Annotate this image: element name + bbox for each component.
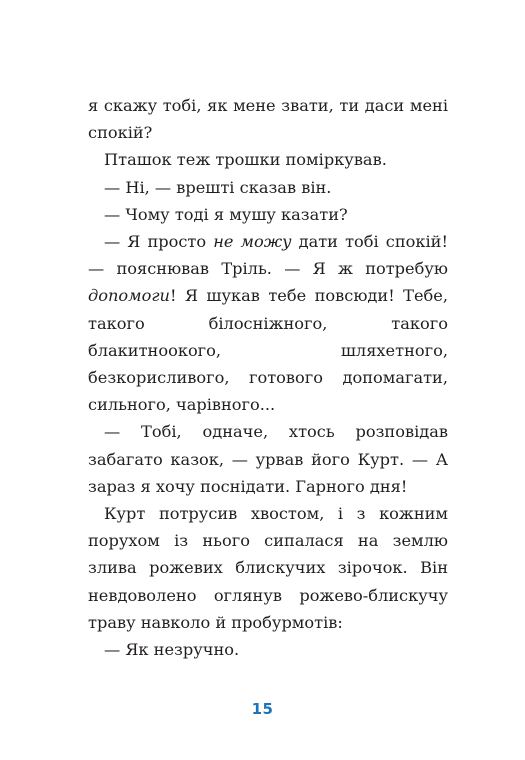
text-run: — Я просто: [104, 232, 214, 252]
paragraph: — Ні, — врешті сказав він.: [104, 177, 332, 197]
paragraph: — Тобі, одначе, хтось розповідав забагато казок, — урвав його Курт. — А зараз я хочу поснідати. Гарного дня!: [88, 422, 448, 496]
page-number: 15: [251, 700, 274, 718]
text-run: дати тобі спокій! — пояснював Тріль. — Я ж потребую: [88, 232, 448, 279]
emphasis: не можу: [213, 232, 292, 252]
emphasis: допомоги: [88, 286, 170, 306]
paragraph: я скажу тобі, як мене звати, ти даси мені спокій?: [88, 96, 448, 143]
paragraph: Курт потрусив хвостом, і з кожним порухом із нього сипалася на землю злива рожевих блискучих зірочок. Він невдоволено оглянув рожево-блискучу траву навколо й пробурмотів:: [88, 504, 448, 632]
text-run: ! Я шукав тебе повсюди! Тебе, такого білосніжного, такого блакитноокого, шляхетного, безкорисливого, готового допомагати, сильного, чарівного...: [88, 286, 448, 415]
paragraph: [88, 228, 448, 418]
paragraph: Пташок теж трошки поміркував.: [104, 150, 387, 170]
paragraph: — Чому тоді я мушу казати?: [104, 204, 348, 224]
body-text: [88, 92, 448, 663]
paragraph: — Як незручно.: [104, 640, 240, 660]
